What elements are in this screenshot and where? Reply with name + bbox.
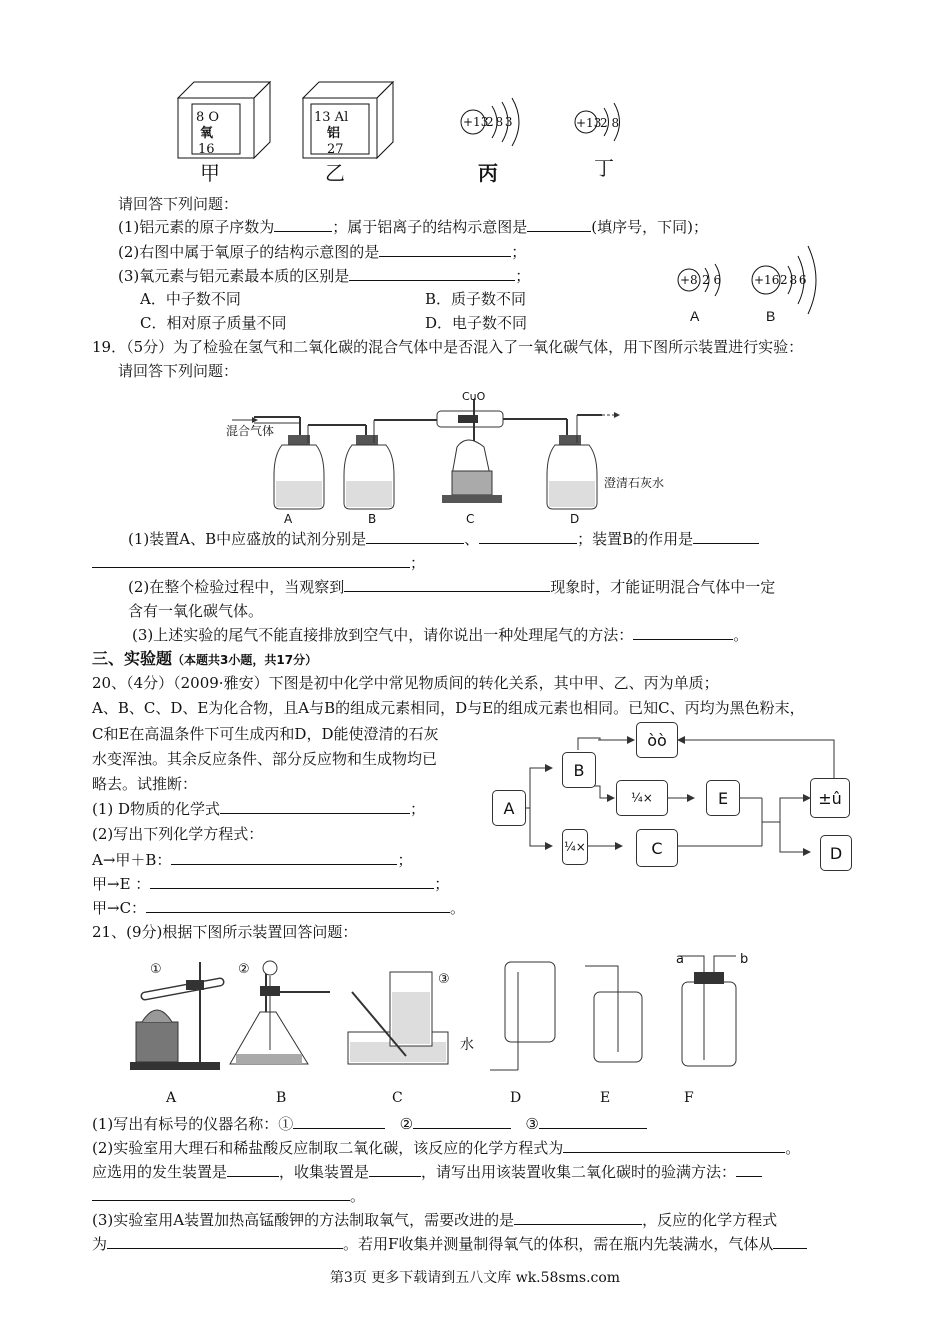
atom-B-label: B [766,308,776,324]
atom-ding-shells: 2 8 [600,116,620,130]
label-bottle-B: B [368,512,377,526]
q20-line2: A、B、C、D、E为化合物，且A与B的组成元素相同，D与E的组成元素也相同。已知C、丙均为黑色粉末， [92,699,805,717]
node-yi-upper: ¼× [616,780,668,816]
marker-1: ① [150,962,162,977]
q20-line4: 水变浑浊。其余反应条件、部分反应物和生成物均已 [92,750,438,768]
atom-A-label: A [690,308,700,324]
q19-sub1-cont: ； [92,553,425,573]
label-bottle-D: D [570,512,580,526]
section-heading: 三、实验题（本题共3小题，共17分） [92,649,318,668]
cube-yi-line1: 13 Al [314,110,349,125]
q21-sub1: (1)写出有标号的仪器名称：① ② ③ [92,1114,647,1134]
q19-stem: 19．（5分）为了检验在氢气和二氧化碳的混合气体中是否混入了一氧化碳气体，用下图所示装置进行实验： [92,338,804,356]
label-water: 水 [460,1037,474,1053]
atom-bing-nucleus: +13 [463,115,489,129]
q20-line1: 20、（4分）（2009·雅安）下图是初中化学中常见物质间的转化关系，其中甲、乙、丙为单质； [92,674,719,692]
label-apparatus-C: C [466,512,475,526]
page-footer: 第3页 更多下载请到五八文库 wk.58sms.com [329,1270,621,1286]
marker-3: ③ [438,972,450,987]
cube-jia-line2: 氧 [200,126,214,141]
q21-sub2-cont: 应选用的发生装置是 ，收集装置是 ，请写出用该装置收集二氧化碳时的验满方法： [92,1162,762,1182]
label-bottle-A: A [284,512,293,526]
q21-sub2-end: 。 [92,1186,365,1206]
q18-sub3: (3)氧元素与铝元素最本质的区别是 ； [118,267,531,285]
q20-eq1: A→甲＋B： ； [92,851,413,869]
atom-B-nucleus: +16 [754,273,780,287]
q21-stem: 21、(9分)根据下图所示装置回答问题： [92,923,358,941]
q19-sub3: (3)上述实验的尾气不能直接排放到空气中，请你说出一种处理尾气的方法： 。 [132,626,749,644]
q18-option-D: D．电子数不同 [425,314,528,332]
q20-eq2: 甲→E ： ； [92,875,450,893]
q18-option-B: B．质子数不同 [425,290,527,308]
caption-D: D [510,1090,522,1106]
cube-yi-line3: 27 [327,142,344,157]
q20-eq3: 甲→C： 。 [92,899,466,917]
q21-sub2: (2)实验室用大理石和稀盐酸反应制取二氧化碳，该反应的化学方程式为 。 [92,1139,801,1157]
node-jia: òò [636,722,678,758]
q21-sub3-cont: 为 。若用F收集并测量制得氧气的体积，需在瓶内先装满水，气体从 [92,1234,807,1254]
q18-option-A: A．中子数不同 [140,290,241,308]
atom-A-nucleus: +8 [680,273,698,287]
q21-sub3: (3)实验室用A装置加热高锰酸钾的方法制取氧气，需要改进的是 ，反应的化学方程式 [92,1211,778,1229]
cube-jia-line3: 16 [198,142,215,157]
q20-sub1: (1) D物质的化学式 ； [92,800,426,818]
label-port-a: a [676,952,684,967]
node-C: C [636,829,678,867]
cube-jia-label: 甲 [200,161,220,185]
atom-A-shells: 2 6 [702,273,722,287]
q18-option-C: C．相对原子质量不同 [140,314,287,332]
cube-yi-line2: 铝 [327,126,341,141]
q20-line3: C和E在高温条件下可生成丙和D，D能使澄清的石灰 [92,725,439,743]
caption-E: E [600,1090,611,1106]
q18-sub1: (1)铝元素的原子序数为 ；属于铝离子的结构示意图是 (填序号，下同)； [118,218,708,236]
atom-ding-label: 丁 [594,156,614,180]
caption-C: C [392,1090,403,1106]
node-yi-lower: ¼× [562,829,588,865]
label-mixed-gas: 混合气体 [226,424,275,438]
caption-A: A [166,1090,177,1106]
q20-sub2: (2)写出下列化学方程式： [92,825,264,843]
q18-sub2: (2)右图中属于氧原子的结构示意图的是 ； [118,243,527,261]
marker-2: ② [238,962,250,977]
node-B: B [562,752,596,788]
cube-jia-line1: 8 O [196,110,220,125]
label-limewater: 澄清石灰水 [604,476,665,490]
atom-ding-nucleus: +13 [576,116,602,130]
node-bing: ±û [810,778,850,818]
atom-bing-shells: 2 8 3 [486,115,512,129]
caption-F: F [684,1090,694,1106]
label-port-b: b [740,952,749,967]
q19-sub1: (1)装置A、B中应盛放的试剂分别是 、 ；装置B的作用是 [128,529,759,549]
node-A: A [492,790,526,826]
node-D: D [820,835,852,871]
q19-sub2: (2)在整个检验过程中，当观察到 现象时，才能证明混合气体中一定 [128,578,776,596]
cube-yi-label: 乙 [325,161,345,185]
q20-line5: 略去。试推断： [92,775,198,793]
caption-B: B [276,1090,287,1106]
q19-sub2-cont: 含有一氧化碳气体。 [128,602,264,620]
label-cuo: CuO [462,390,486,403]
atom-bing-label: 丙 [478,161,498,185]
q19-prompt: 请回答下列问题： [118,362,239,380]
atom-B-shells: 2 8 6 [780,273,806,287]
q18-prompt: 请回答下列问题： [118,195,239,213]
node-E: E [706,780,740,816]
